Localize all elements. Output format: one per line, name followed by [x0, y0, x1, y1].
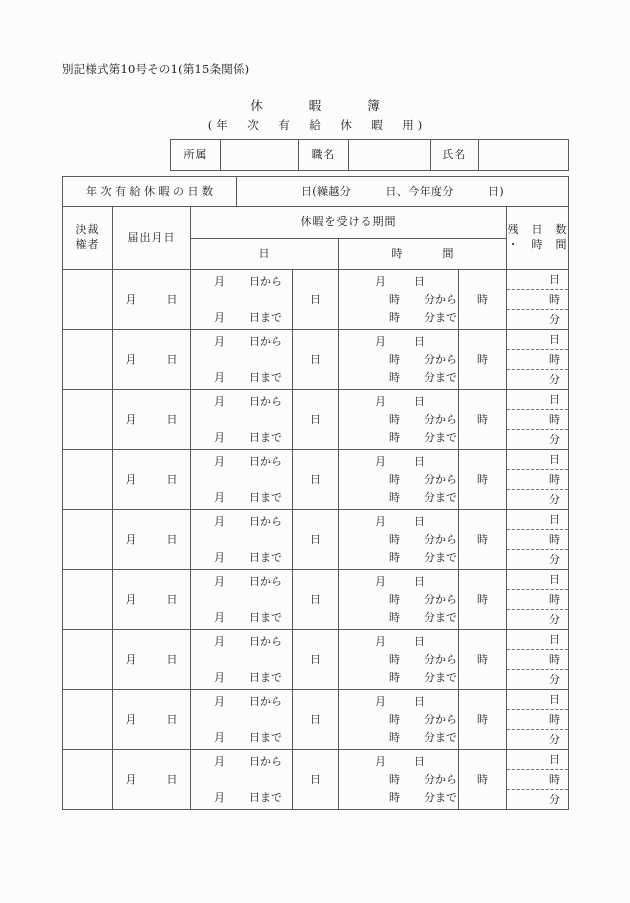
leave-range-cell[interactable]: [191, 450, 293, 510]
ledger-data-row: [63, 630, 569, 690]
time-from-minute-label: 分から: [424, 652, 457, 666]
time-month-label: 月: [375, 634, 386, 648]
time-to-hour-label: 時: [389, 430, 400, 444]
leave-time-cell[interactable]: [339, 330, 459, 390]
remaining-hour-label: 時: [549, 472, 560, 486]
leave-ledger-table: [62, 206, 569, 810]
leave-range-cell[interactable]: [191, 570, 293, 630]
hour-total-label: 時: [477, 412, 488, 426]
range-to-day-label: 日まで: [249, 610, 282, 624]
remaining-cell[interactable]: [507, 570, 569, 630]
leave-time-cell[interactable]: [339, 750, 459, 810]
day-count-cell[interactable]: [293, 450, 339, 510]
time-to-hour-label: 時: [389, 610, 400, 624]
header-remaining: [507, 207, 569, 270]
name-label: 氏名: [431, 140, 479, 171]
remaining-hour-subcell[interactable]: [507, 410, 568, 430]
filed-date-cell[interactable]: [113, 510, 191, 570]
remaining-hour-label: 時: [549, 532, 560, 546]
remaining-day-subcell[interactable]: [507, 690, 568, 710]
name-field[interactable]: [479, 140, 569, 171]
day-count-label: 日: [310, 352, 321, 366]
remaining-minute-subcell[interactable]: [507, 310, 568, 329]
range-from-day-label: 日から: [249, 754, 282, 768]
day-count-label: 日: [310, 412, 321, 426]
filed-date-cell[interactable]: [113, 690, 191, 750]
job-title-label: 職名: [299, 140, 349, 171]
form-number-label: 別記様式第10号その1(第15条関係): [62, 62, 250, 76]
remaining-day-label: 日: [549, 392, 560, 406]
filed-month-label: 月: [125, 292, 137, 306]
time-to-hour-label: 時: [389, 730, 400, 744]
day-count-label: 日: [310, 532, 321, 546]
hour-total-cell[interactable]: [459, 390, 507, 450]
leave-range-cell[interactable]: [191, 690, 293, 750]
range-from-month-label: 月: [214, 394, 225, 408]
hour-total-cell[interactable]: [459, 510, 507, 570]
header-approver: [63, 207, 113, 270]
remaining-minute-subcell[interactable]: [507, 670, 568, 689]
approver-cell[interactable]: [63, 510, 113, 570]
ledger-data-row: [63, 330, 569, 390]
time-to-hour-label: 時: [389, 310, 400, 324]
time-from-minute-label: 分から: [424, 592, 457, 606]
leave-range-cell[interactable]: [191, 330, 293, 390]
time-from-hour-label: 時: [389, 652, 400, 666]
range-from-day-label: 日から: [249, 394, 282, 408]
range-from-day-label: 日から: [249, 574, 282, 588]
remaining-minute-label: 分: [549, 432, 560, 446]
time-from-hour-label: 時: [389, 592, 400, 606]
remaining-cell[interactable]: [507, 270, 569, 330]
remaining-cell[interactable]: [507, 510, 569, 570]
ledger-data-row: [63, 690, 569, 750]
remaining-hour-subcell[interactable]: [507, 590, 568, 610]
filed-day-label: 日: [166, 712, 178, 726]
day-count-label: 日: [310, 592, 321, 606]
time-day-label: 日: [414, 274, 425, 288]
document-title: 休 暇 簿: [250, 98, 387, 113]
time-from-minute-label: 分から: [424, 352, 457, 366]
header-filed-date: 届出月日: [113, 207, 191, 270]
remaining-cell[interactable]: [507, 450, 569, 510]
remaining-hour-subcell[interactable]: [507, 470, 568, 490]
hour-total-cell[interactable]: [459, 690, 507, 750]
remaining-day-label: 日: [549, 572, 560, 586]
range-to-day-label: 日まで: [249, 790, 282, 804]
time-month-label: 月: [375, 574, 386, 588]
remaining-hour-subcell[interactable]: [507, 530, 568, 550]
remaining-hour-subcell[interactable]: [507, 350, 568, 370]
remaining-day-subcell[interactable]: [507, 570, 568, 590]
hour-total-cell[interactable]: [459, 330, 507, 390]
header-remaining-line1: 残 日 数: [507, 223, 568, 237]
day-count-label: 日: [310, 712, 321, 726]
remaining-hour-label: 時: [549, 352, 560, 366]
remaining-day-subcell[interactable]: [507, 750, 568, 770]
remaining-hour-label: 時: [549, 772, 560, 786]
day-count-label: 日: [310, 472, 321, 486]
annual-days-row: [63, 177, 569, 207]
day-count-cell[interactable]: [293, 270, 339, 330]
hour-total-label: 時: [477, 652, 488, 666]
filed-month-label: 月: [125, 532, 137, 546]
time-from-hour-label: 時: [389, 532, 400, 546]
day-count-label: 日: [310, 652, 321, 666]
leave-time-cell[interactable]: [339, 270, 459, 330]
filed-day-label: 日: [166, 532, 178, 546]
remaining-hour-subcell[interactable]: [507, 710, 568, 730]
time-month-label: 月: [375, 694, 386, 708]
time-from-minute-label: 分から: [424, 412, 457, 426]
range-to-day-label: 日まで: [249, 370, 282, 384]
remaining-minute-label: 分: [549, 492, 560, 506]
hour-total-label: 時: [477, 592, 488, 606]
time-to-hour-label: 時: [389, 370, 400, 384]
remaining-day-label: 日: [549, 332, 560, 346]
range-from-month-label: 月: [214, 574, 225, 588]
leave-time-cell[interactable]: [339, 390, 459, 450]
range-from-month-label: 月: [214, 754, 225, 768]
time-to-hour-label: 時: [389, 790, 400, 804]
remaining-day-subcell[interactable]: [507, 270, 568, 290]
range-from-month-label: 月: [214, 274, 225, 288]
approver-cell[interactable]: [63, 630, 113, 690]
range-from-month-label: 月: [214, 334, 225, 348]
remaining-cell[interactable]: [507, 390, 569, 450]
filed-date-cell[interactable]: [113, 750, 191, 810]
remaining-day-label: 日: [549, 752, 560, 766]
remaining-day-label: 日: [549, 452, 560, 466]
ledger-header-row-1: [63, 207, 569, 239]
time-day-label: 日: [414, 394, 425, 408]
approver-cell[interactable]: [63, 330, 113, 390]
range-from-day-label: 日から: [249, 634, 282, 648]
range-to-day-label: 日まで: [249, 310, 282, 324]
remaining-day-subcell[interactable]: [507, 630, 568, 650]
remaining-minute-subcell[interactable]: [507, 610, 568, 629]
leave-time-cell[interactable]: [339, 510, 459, 570]
range-to-day-label: 日まで: [249, 550, 282, 564]
day-count-cell[interactable]: [293, 510, 339, 570]
document-subtitle: (年 次 有 給 休 暇 用): [207, 117, 427, 132]
leave-time-cell[interactable]: [339, 630, 459, 690]
remaining-minute-subcell[interactable]: [507, 730, 568, 749]
leave-time-cell[interactable]: [339, 450, 459, 510]
filed-day-label: 日: [166, 472, 178, 486]
range-from-day-label: 日から: [249, 694, 282, 708]
time-to-minute-label: 分まで: [424, 730, 457, 744]
remaining-day-label: 日: [549, 692, 560, 706]
range-to-month-label: 月: [214, 610, 225, 624]
hour-total-label: 時: [477, 772, 488, 786]
remaining-minute-label: 分: [549, 372, 560, 386]
affiliation-field[interactable]: [221, 140, 299, 171]
day-count-cell[interactable]: [293, 390, 339, 450]
time-to-minute-label: 分まで: [424, 670, 457, 684]
approver-cell[interactable]: [63, 690, 113, 750]
approver-cell[interactable]: [63, 450, 113, 510]
range-to-month-label: 月: [214, 430, 225, 444]
filed-day-label: 日: [166, 412, 178, 426]
time-month-label: 月: [375, 334, 386, 348]
range-to-month-label: 月: [214, 670, 225, 684]
filed-month-label: 月: [125, 772, 137, 786]
time-day-label: 日: [414, 634, 425, 648]
filed-date-cell[interactable]: [113, 270, 191, 330]
filed-day-label: 日: [166, 652, 178, 666]
ledger-data-row: [63, 750, 569, 810]
time-day-label: 日: [414, 334, 425, 348]
range-to-month-label: 月: [214, 730, 225, 744]
filed-day-label: 日: [166, 352, 178, 366]
remaining-minute-subcell[interactable]: [507, 550, 568, 569]
range-from-month-label: 月: [214, 514, 225, 528]
time-to-minute-label: 分まで: [424, 610, 457, 624]
ledger-data-row: [63, 390, 569, 450]
filed-date-cell[interactable]: [113, 330, 191, 390]
remaining-minute-label: 分: [549, 612, 560, 626]
annual-days-table: [62, 176, 569, 207]
remaining-day-subcell[interactable]: [507, 450, 568, 470]
remaining-cell[interactable]: [507, 750, 569, 810]
identity-table: [170, 139, 569, 171]
filed-month-label: 月: [125, 652, 137, 666]
hour-total-label: 時: [477, 292, 488, 306]
remaining-day-label: 日: [549, 272, 560, 286]
range-to-day-label: 日まで: [249, 430, 282, 444]
filed-month-label: 月: [125, 412, 137, 426]
range-to-day-label: 日まで: [249, 490, 282, 504]
filed-day-label: 日: [166, 292, 178, 306]
time-to-hour-label: 時: [389, 490, 400, 504]
affiliation-label: 所属: [171, 140, 221, 171]
range-from-day-label: 日から: [249, 274, 282, 288]
day-count-cell[interactable]: [293, 630, 339, 690]
remaining-day-subcell[interactable]: [507, 390, 568, 410]
time-day-label: 日: [414, 454, 425, 468]
header-period-time: 時 間: [339, 239, 507, 270]
time-from-hour-label: 時: [389, 352, 400, 366]
approver-cell[interactable]: [63, 750, 113, 810]
job-title-field[interactable]: [349, 140, 431, 171]
time-to-minute-label: 分まで: [424, 430, 457, 444]
hour-total-cell[interactable]: [459, 630, 507, 690]
time-month-label: 月: [375, 514, 386, 528]
hour-total-label: 時: [477, 472, 488, 486]
header-remaining-line2: ・ 時 間: [507, 238, 568, 251]
filed-day-label: 日: [166, 592, 178, 606]
hour-total-cell[interactable]: [459, 270, 507, 330]
remaining-hour-label: 時: [549, 712, 560, 726]
filed-month-label: 月: [125, 472, 137, 486]
remaining-hour-label: 時: [549, 592, 560, 606]
hour-total-label: 時: [477, 532, 488, 546]
time-from-hour-label: 時: [389, 712, 400, 726]
time-from-hour-label: 時: [389, 292, 400, 306]
day-count-label: 日: [310, 772, 321, 786]
time-day-label: 日: [414, 754, 425, 768]
filed-date-cell[interactable]: [113, 630, 191, 690]
range-from-day-label: 日から: [249, 334, 282, 348]
time-day-label: 日: [414, 574, 425, 588]
leave-time-cell[interactable]: [339, 690, 459, 750]
time-from-minute-label: 分から: [424, 532, 457, 546]
remaining-hour-subcell[interactable]: [507, 650, 568, 670]
remaining-minute-label: 分: [549, 672, 560, 686]
hour-total-label: 時: [477, 352, 488, 366]
range-to-month-label: 月: [214, 370, 225, 384]
time-month-label: 月: [375, 454, 386, 468]
time-from-minute-label: 分から: [424, 472, 457, 486]
filed-date-cell[interactable]: [113, 390, 191, 450]
remaining-day-subcell[interactable]: [507, 330, 568, 350]
remaining-day-label: 日: [549, 632, 560, 646]
time-to-minute-label: 分まで: [424, 790, 457, 804]
ledger-data-row: [63, 570, 569, 630]
time-from-hour-label: 時: [389, 412, 400, 426]
remaining-minute-label: 分: [549, 552, 560, 566]
range-from-month-label: 月: [214, 634, 225, 648]
leave-range-cell[interactable]: [191, 630, 293, 690]
time-month-label: 月: [375, 754, 386, 768]
range-from-day-label: 日から: [249, 514, 282, 528]
approver-cell[interactable]: [63, 570, 113, 630]
range-to-month-label: 月: [214, 490, 225, 504]
leave-range-cell[interactable]: [191, 750, 293, 810]
leave-time-cell[interactable]: [339, 570, 459, 630]
ledger-data-row: [63, 510, 569, 570]
range-to-day-label: 日まで: [249, 670, 282, 684]
header-approver-line1: 決裁: [75, 223, 100, 237]
remaining-cell[interactable]: [507, 630, 569, 690]
remaining-minute-label: 分: [549, 312, 560, 326]
identity-row: [171, 140, 569, 171]
leave-range-cell[interactable]: [191, 390, 293, 450]
filed-month-label: 月: [125, 592, 137, 606]
remaining-day-subcell[interactable]: [507, 510, 568, 530]
time-day-label: 日: [414, 514, 425, 528]
remaining-minute-subcell[interactable]: [507, 790, 568, 809]
annual-days-value[interactable]: 日(繰越分 日、今年度分 日): [237, 177, 569, 207]
filed-month-label: 月: [125, 352, 137, 366]
leave-range-cell[interactable]: [191, 510, 293, 570]
filed-day-label: 日: [166, 772, 178, 786]
annual-days-label: 年次有給休暇の日数: [63, 177, 237, 207]
header-leave-period: 休暇を受ける期間: [191, 207, 507, 239]
range-to-month-label: 月: [214, 310, 225, 324]
time-to-minute-label: 分まで: [424, 310, 457, 324]
remaining-minute-label: 分: [549, 732, 560, 746]
time-from-hour-label: 時: [389, 772, 400, 786]
range-to-month-label: 月: [214, 790, 225, 804]
range-from-month-label: 月: [214, 454, 225, 468]
time-from-hour-label: 時: [389, 472, 400, 486]
approver-cell[interactable]: [63, 270, 113, 330]
day-count-cell[interactable]: [293, 330, 339, 390]
hour-total-label: 時: [477, 712, 488, 726]
time-day-label: 日: [414, 694, 425, 708]
hour-total-cell[interactable]: [459, 570, 507, 630]
range-to-month-label: 月: [214, 550, 225, 564]
time-month-label: 月: [375, 274, 386, 288]
day-count-label: 日: [310, 292, 321, 306]
header-period-days: 日: [191, 239, 339, 270]
document-title-block: [0, 98, 630, 134]
hour-total-cell[interactable]: [459, 750, 507, 810]
day-count-cell[interactable]: [293, 750, 339, 810]
time-month-label: 月: [375, 394, 386, 408]
time-to-hour-label: 時: [389, 670, 400, 684]
filed-date-cell[interactable]: [113, 570, 191, 630]
remaining-hour-label: 時: [549, 412, 560, 426]
time-from-minute-label: 分から: [424, 712, 457, 726]
remaining-hour-label: 時: [549, 292, 560, 306]
filed-month-label: 月: [125, 712, 137, 726]
range-to-day-label: 日まで: [249, 730, 282, 744]
time-to-hour-label: 時: [389, 550, 400, 564]
time-from-minute-label: 分から: [424, 772, 457, 786]
time-from-minute-label: 分から: [424, 292, 457, 306]
remaining-hour-subcell[interactable]: [507, 290, 568, 310]
remaining-hour-subcell[interactable]: [507, 770, 568, 790]
remaining-minute-subcell[interactable]: [507, 430, 568, 449]
remaining-minute-subcell[interactable]: [507, 370, 568, 389]
leave-range-cell[interactable]: [191, 270, 293, 330]
remaining-day-label: 日: [549, 512, 560, 526]
range-from-month-label: 月: [214, 694, 225, 708]
hour-total-cell[interactable]: [459, 450, 507, 510]
ledger-data-row: [63, 450, 569, 510]
day-count-cell[interactable]: [293, 690, 339, 750]
remaining-minute-subcell[interactable]: [507, 490, 568, 509]
header-approver-line2: 権者: [75, 238, 100, 251]
remaining-cell[interactable]: [507, 330, 569, 390]
filed-date-cell[interactable]: [113, 450, 191, 510]
day-count-cell[interactable]: [293, 570, 339, 630]
time-to-minute-label: 分まで: [424, 490, 457, 504]
remaining-hour-label: 時: [549, 652, 560, 666]
range-from-day-label: 日から: [249, 454, 282, 468]
approver-cell[interactable]: [63, 390, 113, 450]
time-to-minute-label: 分まで: [424, 550, 457, 564]
ledger-data-row: [63, 270, 569, 330]
time-to-minute-label: 分まで: [424, 370, 457, 384]
remaining-cell[interactable]: [507, 690, 569, 750]
remaining-minute-label: 分: [549, 792, 560, 806]
